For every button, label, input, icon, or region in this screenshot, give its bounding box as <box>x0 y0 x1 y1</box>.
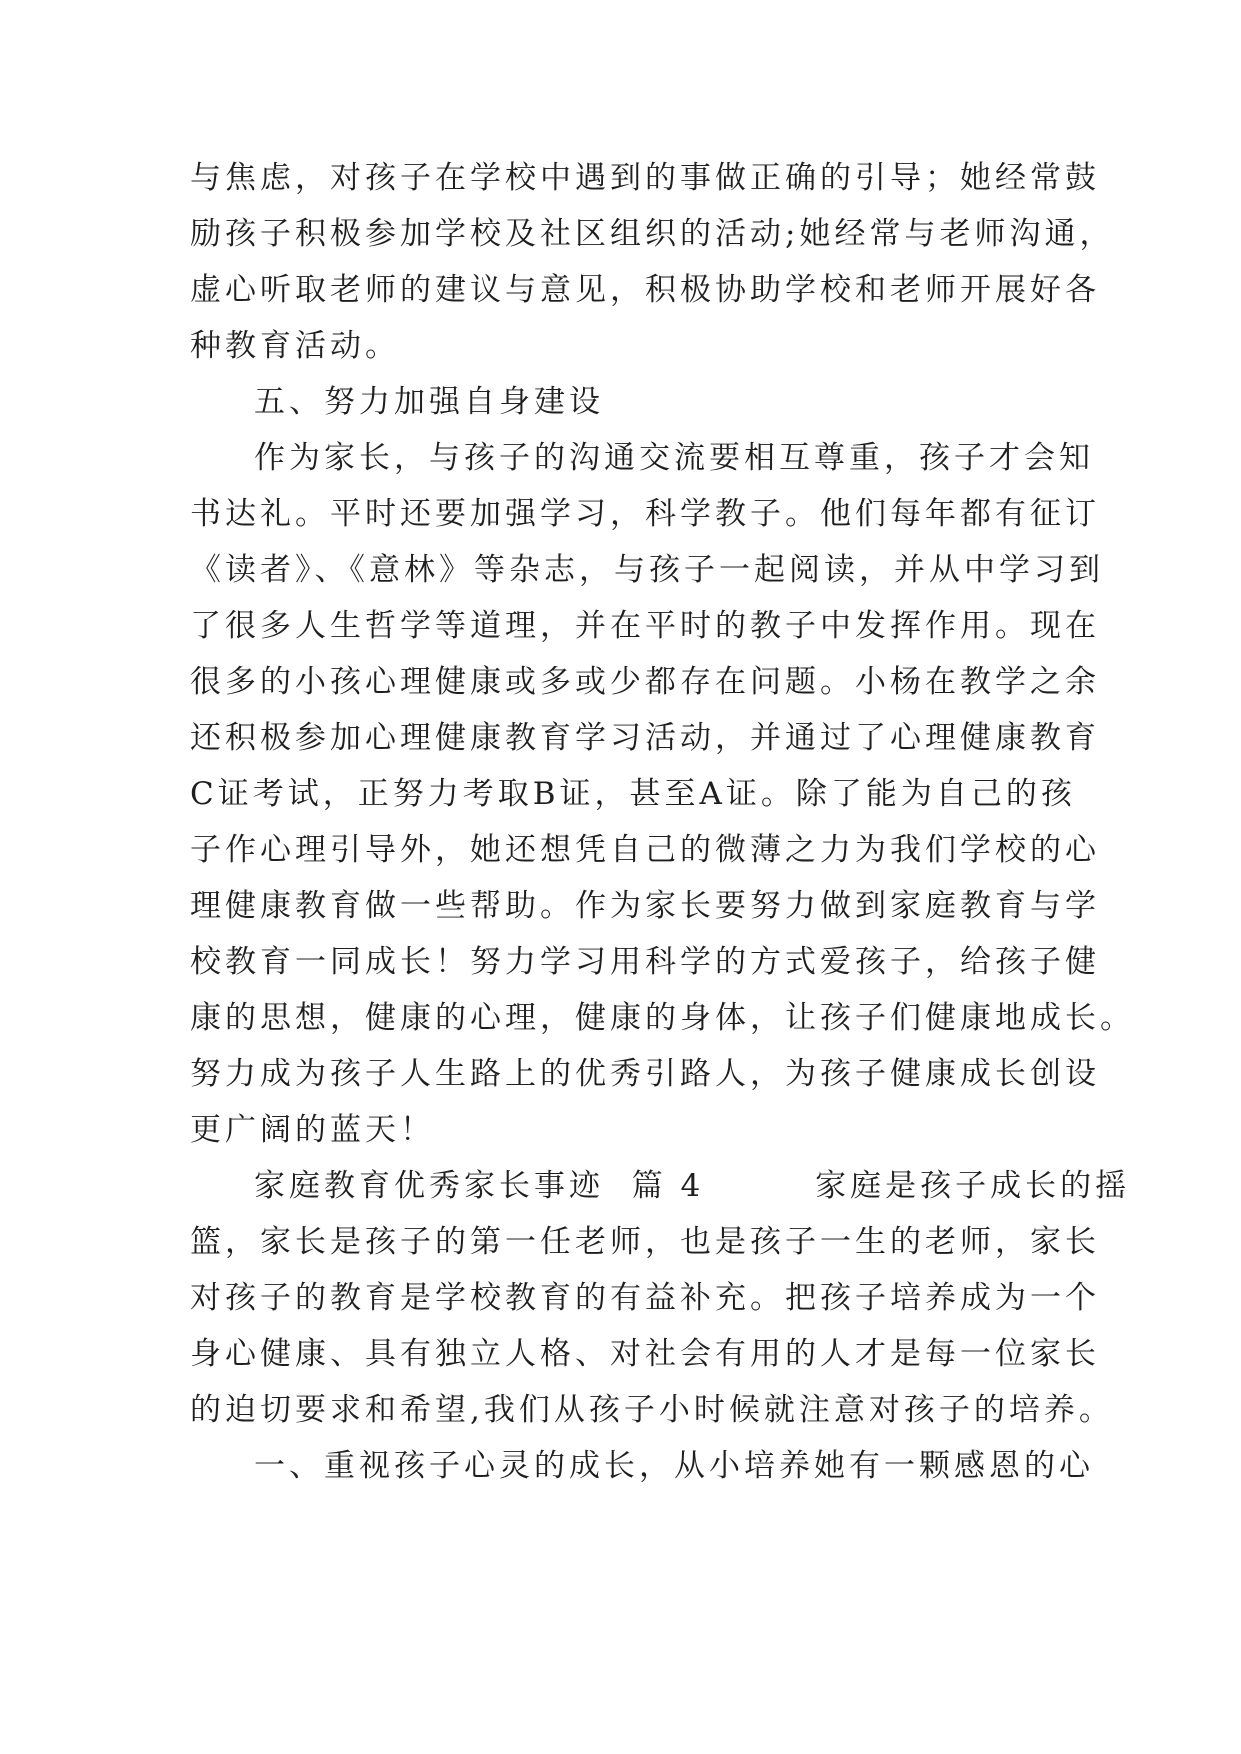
body-line: C证考试，正努力考取B证，甚至A证。除了能为自己的孩 <box>190 776 1076 812</box>
body-line: 种教育活动。 <box>190 328 400 364</box>
body-line: 了很多人生哲学等道理，并在平时的教子中发挥作用。现在 <box>190 608 1100 644</box>
body-line: 的迫切要求和希望,我们从孩子小时候就注意对孩子的培养。 <box>190 1392 1114 1428</box>
body-line: 校教育一同成长！努力学习用科学的方式爱孩子，给孩子健 <box>190 944 1100 980</box>
body-line: 努力成为孩子人生路上的优秀引路人，为孩子健康成长创设 <box>190 1056 1100 1092</box>
body-line: 理健康教育做一些帮助。作为家长要努力做到家庭教育与学 <box>190 888 1100 924</box>
body-line: 书达礼。平时还要加强学习，科学教子。他们每年都有征订 <box>190 496 1100 532</box>
body-line: 很多的小孩心理健康或多或少都存在问题。小杨在教学之余 <box>190 664 1100 700</box>
body-line: 与焦虑，对孩子在学校中遇到的事做正确的引导；她经常鼓 <box>190 160 1100 196</box>
body-line: 虚心听取老师的建议与意见，积极协助学校和老师开展好各 <box>190 272 1100 308</box>
section-heading: 五、努力加强自身建设 <box>254 384 604 420</box>
body-line: 《读者》、《意林》等杂志，与孩子一起阅读，并从中学习到 <box>190 552 1104 588</box>
section-heading: 一、重视孩子心灵的成长，从小培养她有一颗感恩的心 <box>254 1448 1094 1484</box>
body-line: 康的思想，健康的心理，健康的身体，让孩子们健康地成长。 <box>190 1000 1135 1036</box>
body-line: 作为家长，与孩子的沟通交流要相互尊重，孩子才会知 <box>254 440 1094 476</box>
body-line: 更广阔的蓝天！ <box>190 1112 435 1148</box>
body-line: 对孩子的教育是学校教育的有益补充。把孩子培养成为一个 <box>190 1280 1100 1316</box>
body-line: 励孩子积极参加学校及社区组织的活动;她经常与老师沟通， <box>190 216 1115 252</box>
body-line: 还积极参加心理健康教育学习活动，并通过了心理健康教育 <box>190 720 1100 756</box>
body-line: 篮，家长是孩子的第一任老师，也是孩子一生的老师，家长 <box>190 1224 1100 1260</box>
article-heading-line: 家庭教育优秀家长事迹 篇 4 家庭是孩子成长的摇 <box>254 1168 1131 1204</box>
body-line: 身心健康、具有独立人格、对社会有用的人才是每一位家长 <box>190 1336 1100 1372</box>
body-line: 子作心理引导外，她还想凭自己的微薄之力为我们学校的心 <box>190 832 1100 868</box>
